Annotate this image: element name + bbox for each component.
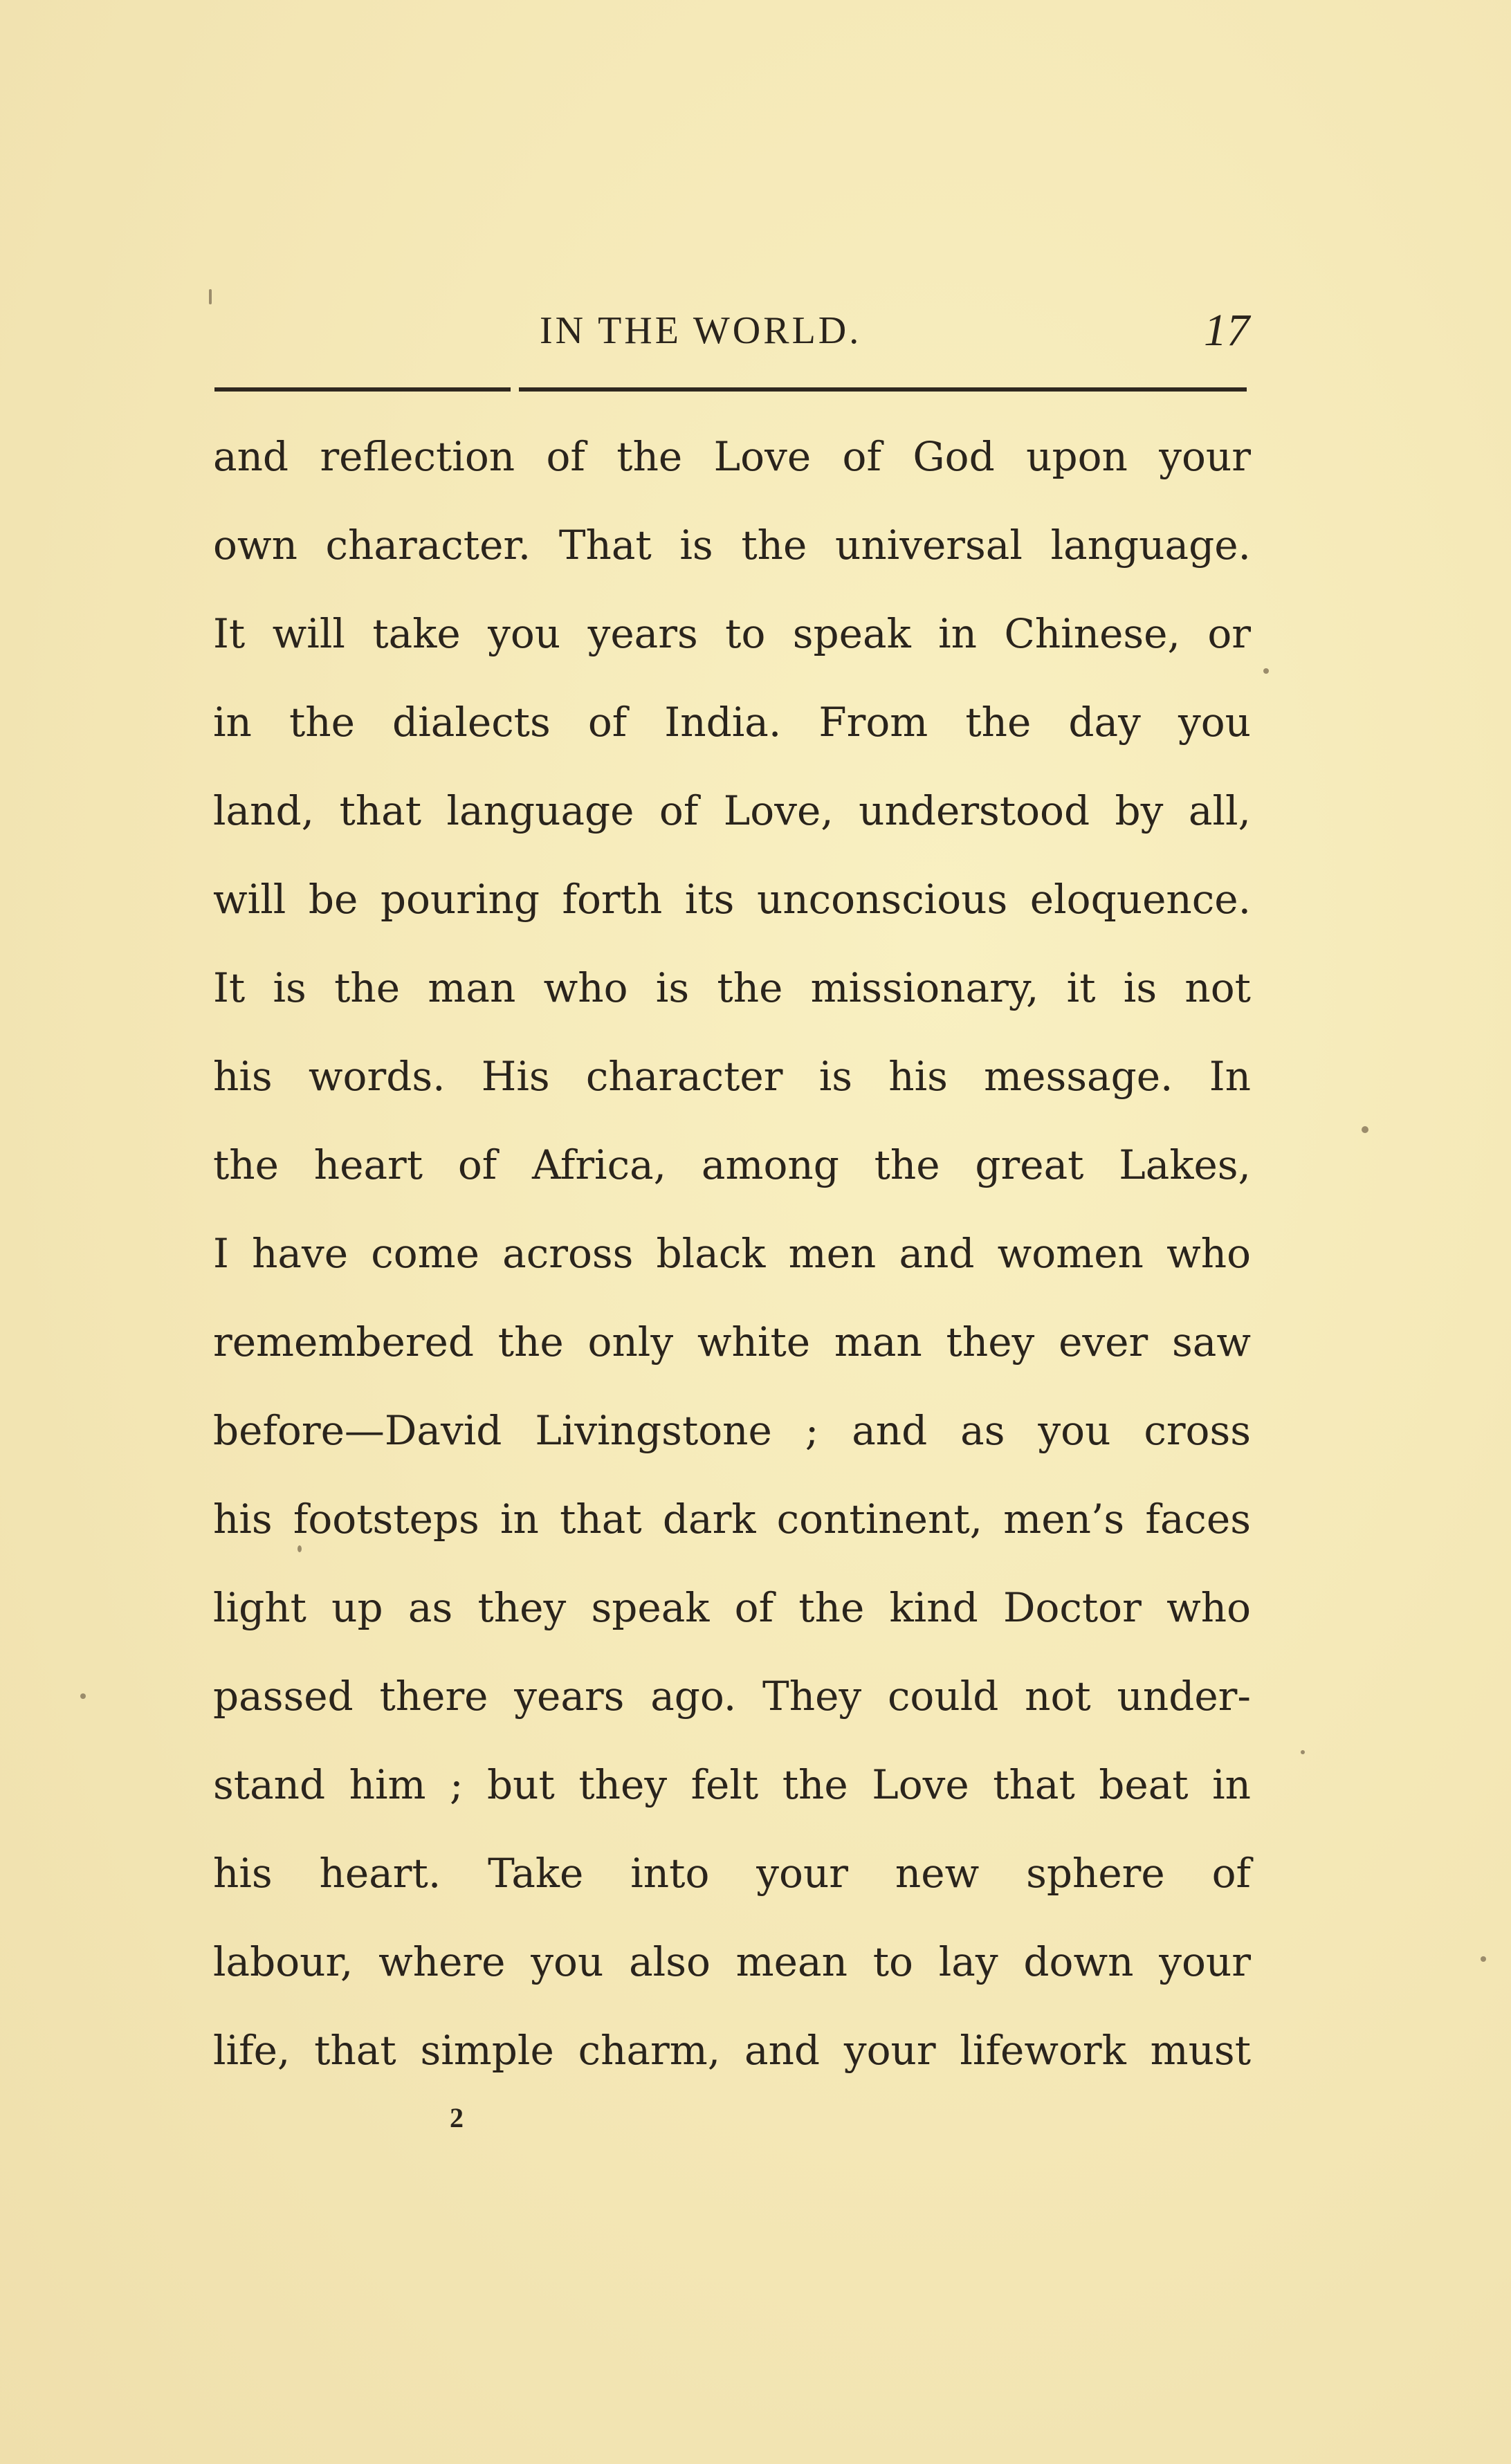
paper-speck xyxy=(1481,1956,1486,1962)
text-line: It will take you years to speak in Chinese, or xyxy=(213,610,1251,657)
paper-speck xyxy=(209,289,212,304)
signature-mark: 2 xyxy=(450,2102,464,2133)
text-line: passed there years ago. They could not under- xyxy=(213,1673,1251,1720)
page-number: 17 xyxy=(1204,305,1249,356)
paper-speck xyxy=(1362,1126,1368,1133)
text-line: his heart. Take into your new sphere of xyxy=(213,1850,1251,1897)
text-line: light up as they speak of the kind Doctor who xyxy=(213,1584,1251,1631)
text-line: his footsteps in that dark continent, men’s faces xyxy=(213,1496,1251,1543)
text-line: will be pouring forth its unconscious eloquence. xyxy=(213,876,1251,923)
text-line: labour, where you also mean to lay down your xyxy=(213,1938,1251,1985)
body-text xyxy=(213,412,1251,2095)
paper-speck xyxy=(1301,1750,1305,1754)
text-line: his words. His character is his message. In xyxy=(213,1053,1251,1100)
text-line: before—David Livingstone ; and as you cross xyxy=(213,1407,1251,1454)
text-line: remembered the only white man they ever saw xyxy=(213,1318,1251,1366)
text-line: It is the man who is the missionary, it is not xyxy=(213,964,1251,1011)
text-line: life, that simple charm, and your lifework must xyxy=(213,2027,1251,2074)
paper-speck xyxy=(80,1693,86,1699)
text-line: I have come across black men and women who xyxy=(213,1230,1251,1277)
running-head xyxy=(0,303,1511,358)
text-line: and reflection of the Love of God upon your xyxy=(213,433,1251,480)
text-line: the heart of Africa, among the great Lakes, xyxy=(213,1141,1251,1188)
header-rule-right xyxy=(519,387,1247,392)
text-line: stand him ; but they felt the Love that beat in xyxy=(213,1761,1251,1808)
header-rule-left xyxy=(214,387,511,392)
text-line: own character. That is the universal language. xyxy=(213,522,1251,569)
running-title: IN THE WORLD. xyxy=(540,309,862,352)
text-line: land, that language of Love, understood by all, xyxy=(213,787,1251,834)
paper-speck xyxy=(297,1545,302,1552)
text-line: in the dialects of India. From the day you xyxy=(213,699,1251,746)
paper-speck xyxy=(1263,668,1269,674)
